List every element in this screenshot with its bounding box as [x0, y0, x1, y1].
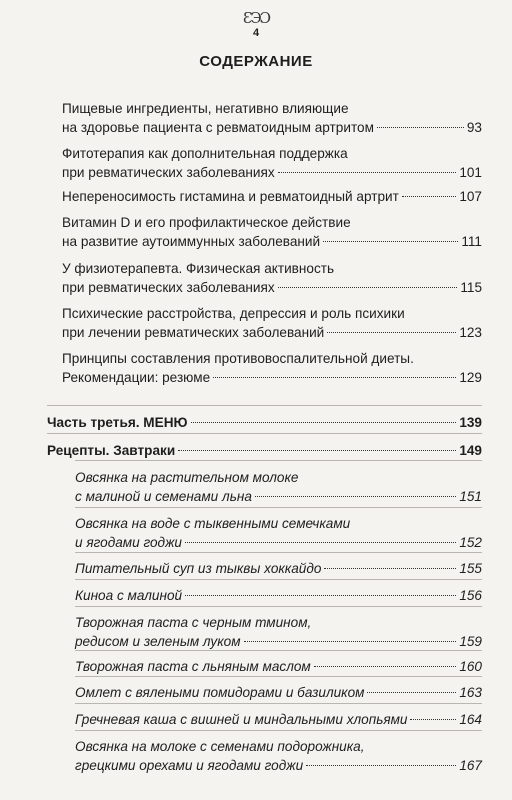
- toc-entry-last-line: [75, 633, 482, 652]
- toc-entry-last-line: [47, 414, 482, 433]
- toc-page-number: 160: [459, 659, 482, 674]
- toc-entry-last-line: [47, 442, 482, 461]
- toc-entry-title-line: Творожная паста с льняным маслом: [75, 659, 311, 674]
- toc-entry-title-line: на здоровье пациента с ревматоидным артритом: [62, 119, 374, 135]
- toc-entry-title-line: Пищевые ингредиенты, негативно влияющие: [62, 101, 349, 116]
- toc-entry[interactable]: [75, 515, 482, 552]
- toc-entry[interactable]: [62, 305, 482, 342]
- toc-entry[interactable]: [62, 188, 482, 207]
- toc-entry-title-line: Киноа с малиной: [75, 588, 183, 603]
- dot-leader: [306, 765, 456, 766]
- page-number: 4: [252, 27, 260, 39]
- dot-leader: [185, 542, 456, 543]
- toc-entry-last-line: [75, 560, 482, 579]
- toc-entry-last-line: [75, 658, 482, 677]
- toc-entry-title-line: Омлет с вялеными помидорами и базиликом: [75, 685, 365, 700]
- toc-entry-title-line: с малиной и семенами льна: [75, 488, 252, 504]
- toc-entry[interactable]: [62, 350, 482, 387]
- toc-entry-title-line: Рецепты. Завтраки: [47, 443, 176, 458]
- toc-entry-title-line: при ревматических заболеваниях: [62, 279, 275, 295]
- toc-entry[interactable]: [75, 658, 482, 677]
- toc-entry-title-line: Психические расстройства, депрессия и роль психики: [62, 306, 405, 321]
- toc-entry-last-line: [62, 233, 482, 252]
- toc-entry-last-line: [62, 324, 482, 343]
- toc-entry[interactable]: [75, 614, 482, 651]
- toc-entry[interactable]: [75, 738, 482, 775]
- dot-leader: [377, 127, 464, 128]
- toc-entry-title-line: на развитие аутоиммунных заболеваний: [62, 233, 321, 249]
- toc-entry-last-line: [75, 534, 482, 553]
- toc-entry-last-line: [75, 757, 482, 776]
- toc-page-number: 123: [459, 324, 482, 340]
- toc-entry-title-line: Непереносимость гистамина и ревматоидный артрит: [62, 189, 399, 204]
- toc-entry[interactable]: [75, 469, 482, 506]
- section-divider: [75, 552, 482, 553]
- toc-entry-title-line: при ревматических заболеваниях: [62, 164, 275, 180]
- dot-leader: [410, 719, 456, 720]
- toc-entry-title-line: редисом и зеленым луком: [75, 633, 241, 649]
- toc-entry-title-line: Рекомендации: резюме: [62, 369, 211, 385]
- dot-leader: [213, 377, 456, 378]
- toc-entry[interactable]: [47, 442, 482, 461]
- toc-entry[interactable]: [62, 145, 482, 182]
- toc-entry-last-line: [62, 279, 482, 298]
- section-divider: [75, 579, 482, 580]
- section-divider: [75, 507, 482, 508]
- toc-entry-title-line: У физиотерапевта. Физическая активность: [62, 261, 335, 276]
- dot-leader: [191, 422, 457, 423]
- toc-page-number: 152: [459, 534, 482, 550]
- toc-page-number: 164: [459, 712, 482, 727]
- section-divider: [47, 433, 482, 434]
- toc-page-number: 115: [460, 279, 482, 295]
- toc-entry-title-line: Творожная паста с черным тмином,: [75, 615, 312, 630]
- toc-entry-title-line: Фитотерапия как дополнительная поддержка: [62, 146, 348, 161]
- dot-leader: [327, 332, 456, 333]
- toc-page-number: 93: [466, 119, 482, 135]
- dot-leader: [178, 450, 456, 451]
- dot-leader: [278, 172, 457, 173]
- toc-entry[interactable]: [75, 711, 482, 730]
- toc-page-number: 111: [461, 233, 482, 249]
- dot-leader: [314, 666, 457, 667]
- toc-page-number: 129: [459, 369, 482, 385]
- section-divider: [75, 703, 482, 704]
- dot-leader: [323, 241, 458, 242]
- decorative-ornament: ƐЭƆ: [242, 9, 270, 27]
- toc-entry-title-line: Овсянка на воде с тыквенными семечками: [75, 516, 351, 531]
- toc-page-number: 163: [459, 685, 482, 700]
- toc-entry-title-line: Часть третья. МЕНЮ: [47, 415, 188, 430]
- toc-entry-last-line: [75, 711, 482, 730]
- toc-entry-title-line: Витамин D и его профилактическое действие: [62, 215, 351, 230]
- toc-entry-title-line: грецкими орехами и ягодами годжи: [75, 757, 304, 773]
- toc-page-number: 139: [459, 415, 482, 430]
- toc-entry-last-line: [62, 369, 482, 388]
- dot-leader: [324, 568, 456, 569]
- toc-entry[interactable]: [62, 100, 482, 137]
- toc-page-number: 156: [459, 588, 482, 603]
- toc-entry-last-line: [75, 488, 482, 507]
- toc-page-number: 159: [459, 633, 482, 649]
- toc-page-number: 107: [459, 189, 482, 204]
- dot-leader: [244, 641, 457, 642]
- toc-entry-last-line: [75, 587, 482, 606]
- toc-page-number: 101: [459, 164, 482, 180]
- toc-page-number: 149: [459, 443, 482, 458]
- toc-entry-title-line: Овсянка на молоке с семенами подорожника,: [75, 739, 365, 754]
- toc-entry-last-line: [75, 684, 482, 703]
- toc-entry[interactable]: [75, 684, 482, 703]
- page-title: СОДЕРЖАНИЕ: [199, 53, 313, 70]
- toc-entry-title-line: Питательный суп из тыквы хоккайдо: [75, 561, 322, 576]
- toc-entry[interactable]: [75, 587, 482, 606]
- section-divider: [75, 730, 482, 731]
- toc-entry-last-line: [62, 119, 482, 138]
- toc-page-number: 151: [459, 488, 482, 504]
- dot-leader: [402, 196, 456, 197]
- section-divider: [75, 606, 482, 607]
- toc-entry-title-line: Гречневая каша с вишней и миндальными хлопьями: [75, 712, 408, 727]
- dot-leader: [278, 287, 458, 288]
- toc-entry-title-line: и ягодами годжи: [75, 534, 182, 550]
- toc-entry-title-line: Принципы составления противовоспалительной диеты.: [62, 351, 414, 366]
- toc-entry[interactable]: [75, 560, 482, 579]
- toc-entry-title-line: Овсянка на растительном молоке: [75, 470, 299, 485]
- toc-entry-title-line: при лечении ревматических заболеваний: [62, 324, 325, 340]
- toc-entry[interactable]: [62, 214, 482, 251]
- dot-leader: [255, 496, 456, 497]
- toc-entry[interactable]: [47, 414, 482, 433]
- toc-page-number: 167: [459, 757, 482, 773]
- toc-page-number: 155: [459, 561, 482, 576]
- dot-leader: [185, 595, 456, 596]
- section-divider: [47, 405, 482, 406]
- toc-entry-last-line: [62, 164, 482, 183]
- toc-entry[interactable]: [62, 260, 482, 297]
- toc-entry-last-line: [62, 188, 482, 207]
- dot-leader: [367, 692, 456, 693]
